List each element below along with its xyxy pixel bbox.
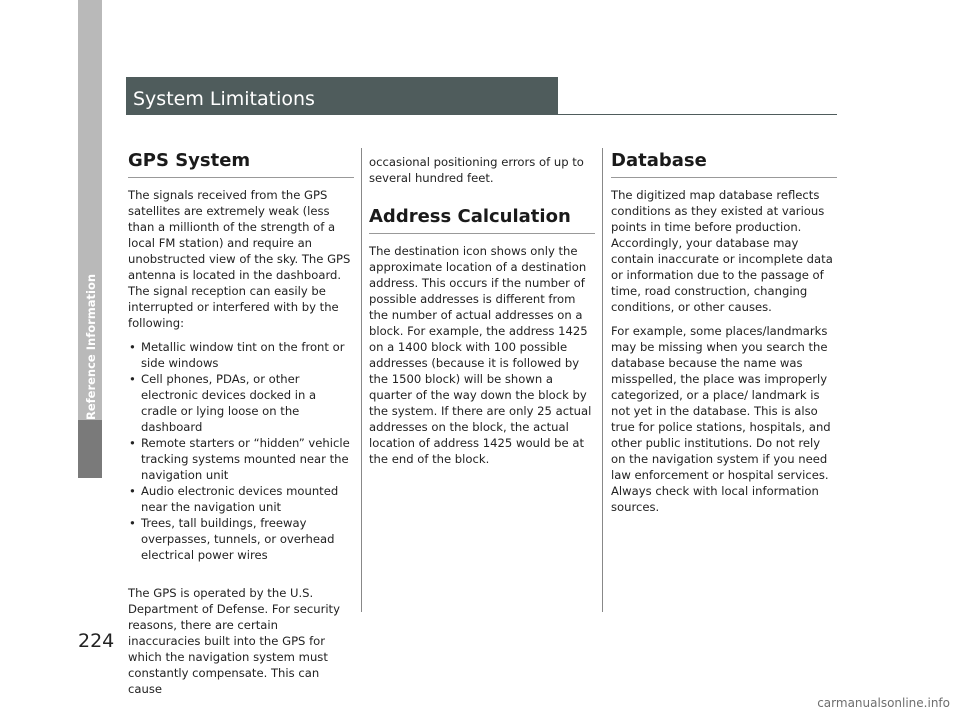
bullet-icon: • xyxy=(129,340,136,354)
bullet-icon: • xyxy=(129,516,136,530)
page-number: 224 xyxy=(78,630,115,652)
header-rule xyxy=(558,114,837,115)
database-para2: For example, some places/landmarks may be missing when you search the database because the name was misspelled, the place was improperly categorized, or a place/ landmark is not yet in the database. This is also true for police stations, hospitals, and other public institutions. Do not rely on the navigation system if you need law enforcement or hospital services. Always check with local information sources. xyxy=(611,324,831,514)
side-tab-marker xyxy=(78,420,102,478)
section-title-address: Address Calculation xyxy=(369,206,595,234)
bullet-icon: • xyxy=(129,372,136,386)
column-divider xyxy=(602,148,603,612)
watermark: carmanualsonline.info xyxy=(817,696,950,710)
bullet-icon: • xyxy=(129,436,136,450)
list-item: • Cell phones, PDAs, or other electronic devices docked in a cradle or lying loose on the dashboard xyxy=(129,372,317,434)
section-title-database: Database xyxy=(611,150,837,178)
list-item: • Remote starters or “hidden” vehicle tracking systems mounted near the navigation unit xyxy=(129,436,350,482)
gps-interference-list xyxy=(128,339,354,563)
list-item: • Metallic window tint on the front or side windows xyxy=(129,340,345,370)
page-title: System Limitations xyxy=(133,88,315,110)
gps-intro: The signals received from the GPS satellites are extremely weak (less than a millionth of the strength of a local FM station) and require an unobstructed view of the sky. The GPS antenna is located in the dashboard. The signal reception can easily be interrupted or interfered with by the following: xyxy=(128,188,351,330)
list-item: • Trees, tall buildings, freeway overpasses, tunnels, or overhead electrical power wires xyxy=(129,516,335,562)
column-divider xyxy=(361,148,362,612)
gps-para2-continued: occasional positioning errors of up to several hundred feet. xyxy=(369,155,584,185)
section-title-gps: GPS System xyxy=(128,150,354,178)
list-item: • Audio electronic devices mounted near the navigation unit xyxy=(129,484,339,514)
database-para1: The digitized map database reflects conditions as they existed at various points in time before production. Accordingly, your database may contain inaccurate or incomplete data or information due to the passage of time, road construction, changing conditions, or other causes. xyxy=(611,188,833,314)
address-body: The destination icon shows only the approximate location of a destination address. This occurs if the number of possible addresses is different from the number of actual addresses on a block. For example, the address 1425 on a 1400 block with 100 possible addresses (because it is followed by the 1500 block) will be shown a quarter of the way down the block by the system. If there are only 25 actual addresses on the block, the actual location of address 1425 would be at the end of the block. xyxy=(369,244,592,466)
column-address xyxy=(369,154,595,475)
column-gps xyxy=(128,150,354,705)
side-tab-label: Reference Information xyxy=(84,273,98,420)
column-database xyxy=(611,150,837,523)
bullet-icon: • xyxy=(129,484,136,498)
gps-para2: The GPS is operated by the U.S. Department of Defense. For security reasons, there are certain inaccuracies built into the GPS for which the navigation system must constantly compensate. This can cause xyxy=(128,586,340,696)
